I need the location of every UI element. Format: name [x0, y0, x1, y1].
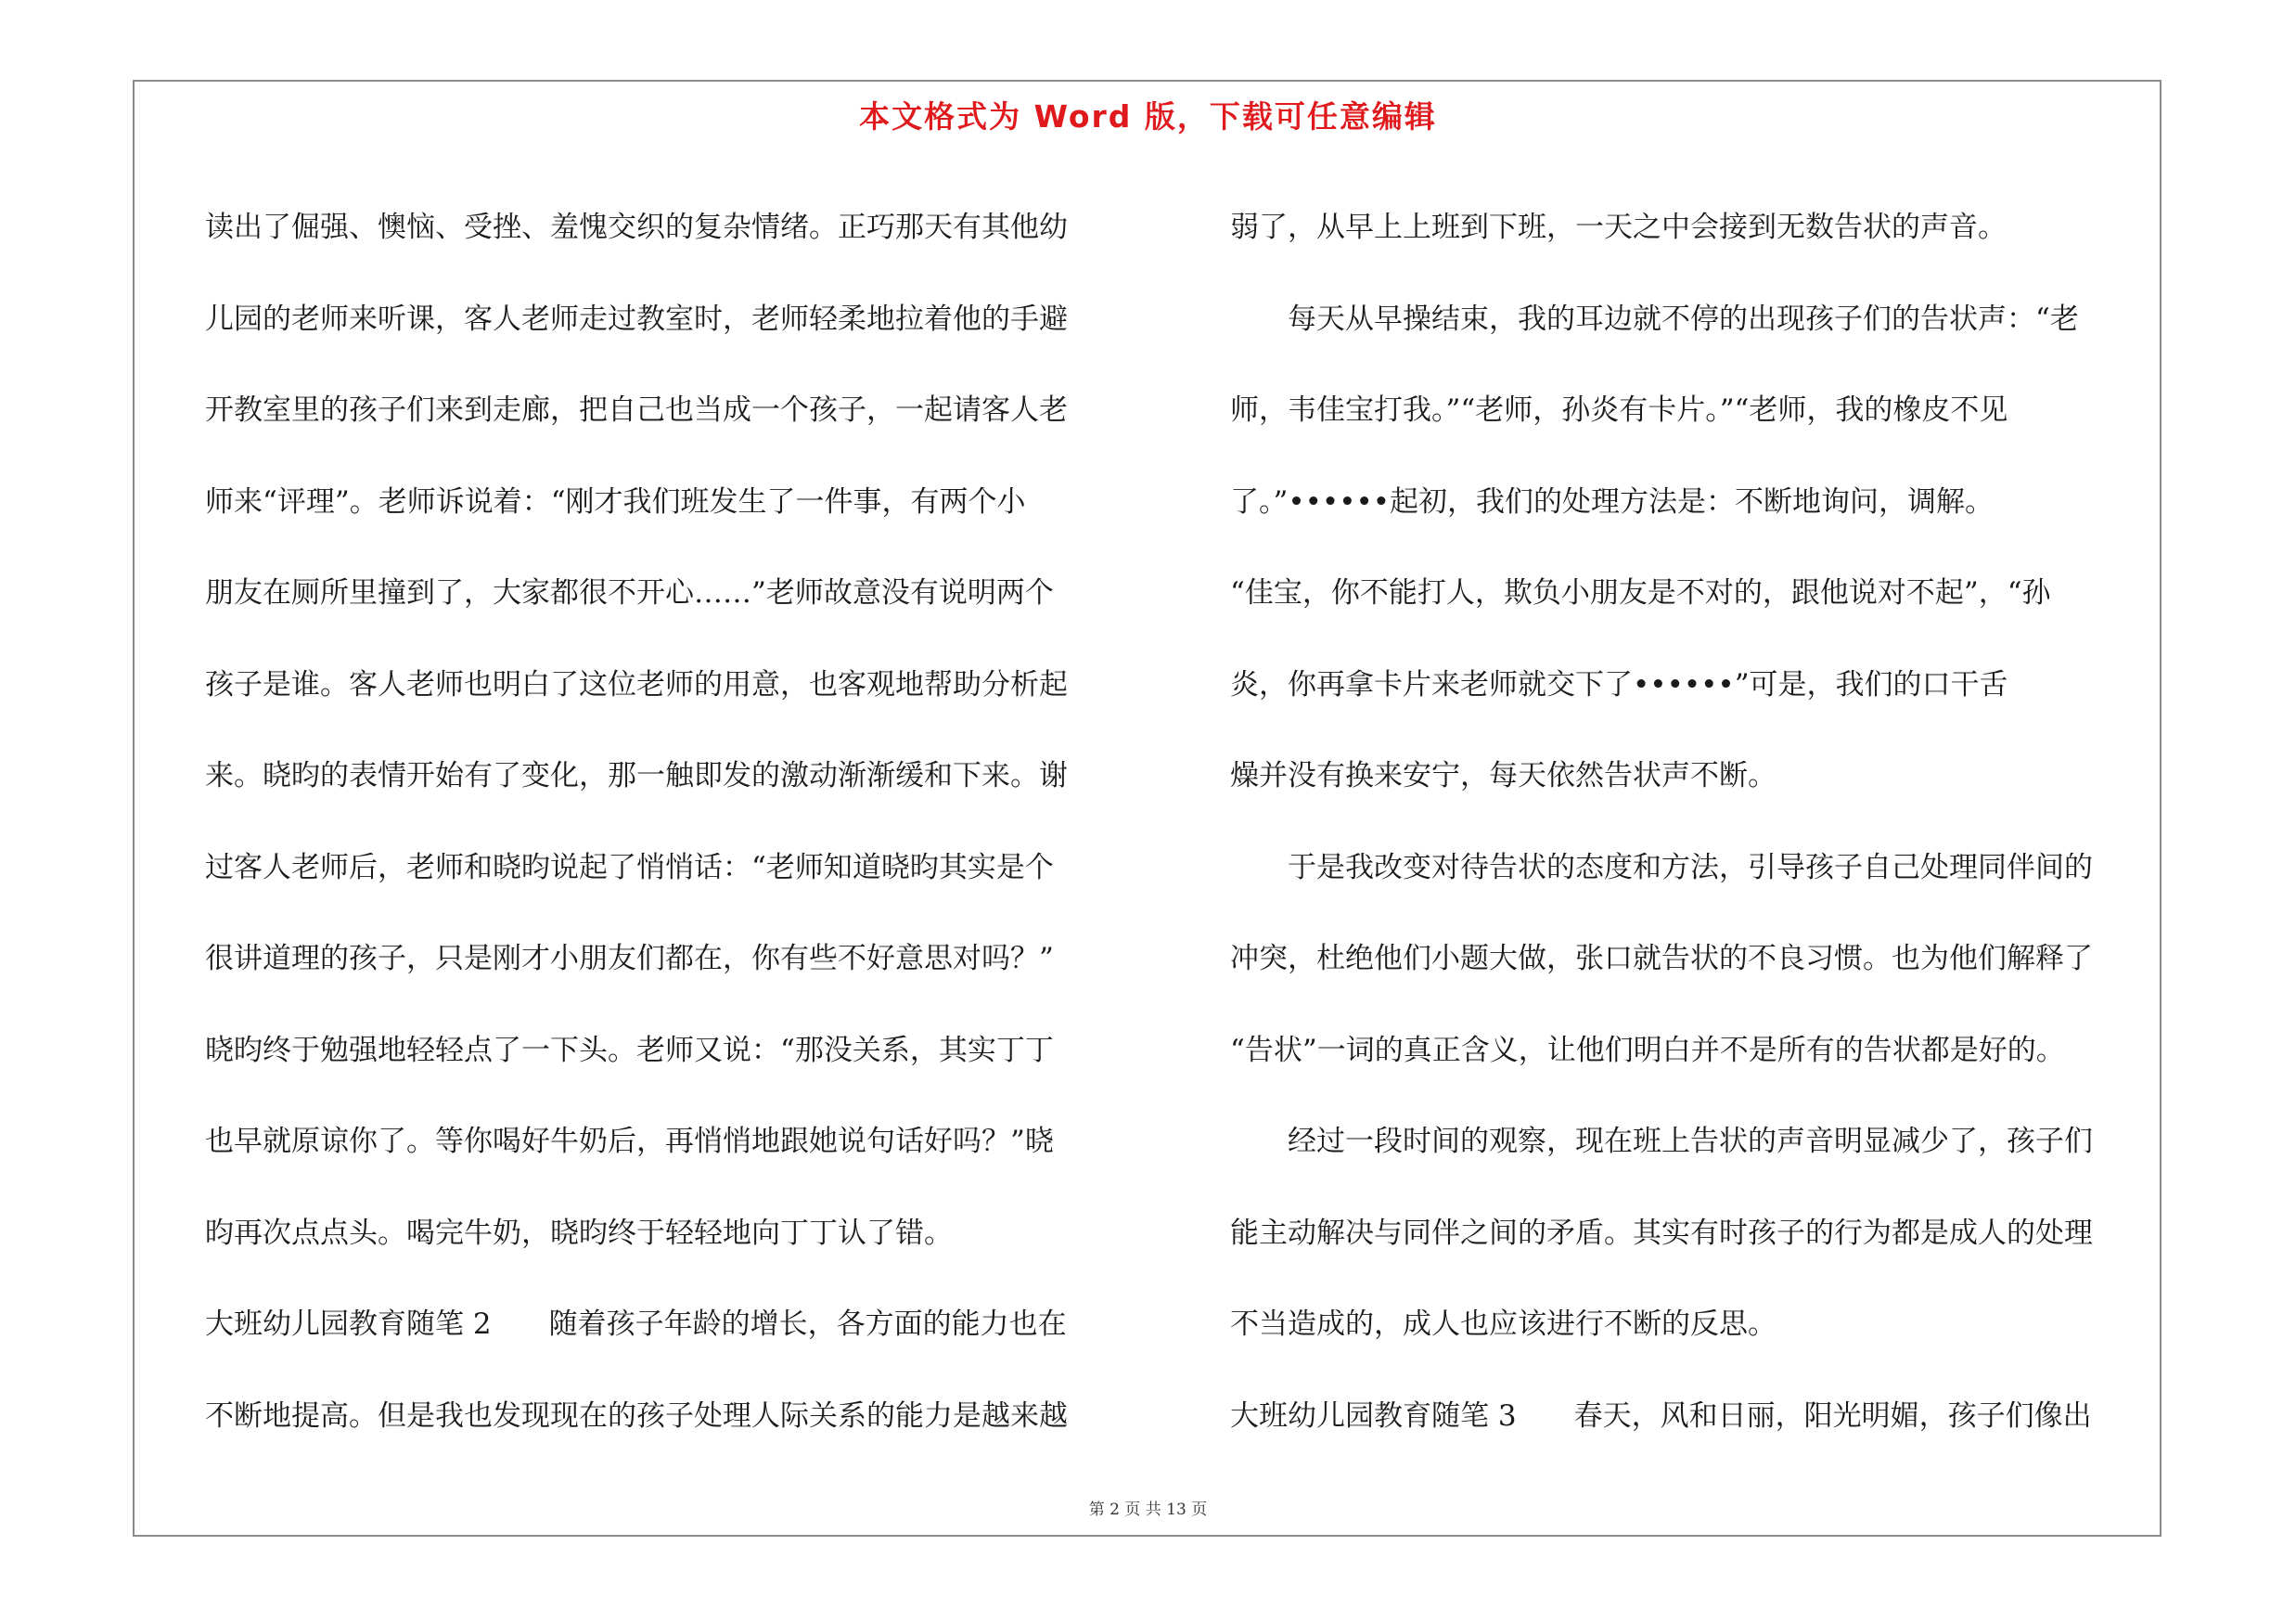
text-line: 弱了，从早上上班到下班，一天之中会接到无数告状的声音。 [1230, 211, 2007, 244]
text-line: 昀再次点点头。喝完牛奶，晓昀终于轻轻地向丁丁认了错。 [205, 1216, 953, 1250]
text-line: 晓昀终于勉强地轻轻点了一下头。老师又说：“那没关系，其实丁丁 [205, 1033, 1054, 1067]
text-line: 师来“评理”。老师诉说着：“刚才我们班发生了一件事，有两个小 [205, 484, 1026, 519]
text-line: 冲突，杜绝他们小题大做，张口就告状的不良习惯。也为他们解释了 [1230, 942, 2093, 975]
text-line: 燥并没有换来安宁，每天依然告状声不断。 [1230, 759, 1777, 792]
text-line: 孩子是谁。客人老师也明白了这位老师的用意，也客观地帮助分析起 [205, 667, 1068, 702]
text-line: 开教室里的孩子们来到走廊，把自己也当成一个孩子，一起请客人老 [205, 393, 1068, 427]
text-line: 儿园的老师来听课，客人老师走过教室时，老师轻柔地拉着他的手避 [205, 302, 1068, 336]
text-line: 过客人老师后，老师和晓昀说起了悄悄话：“老师知道晓昀其实是个 [205, 850, 1054, 884]
text-line: “佳宝，你不能打人，欺负小朋友是不对的，跟他说对不起”，“孙 [1230, 576, 2051, 610]
text-line: 每天从早操结束，我的耳边就不停的出现孩子们的告状声：“老 [1230, 302, 2079, 336]
page-number: 第 2 页 共 13 页 [1088, 1501, 1208, 1519]
text-line: 经过一段时间的观察，现在班上告状的声音明显减少了，孩子们 [1230, 1125, 2093, 1158]
text-line: 于是我改变对待告状的态度和方法，引导孩子自己处理同伴间的 [1230, 850, 2093, 884]
text-line: 来。晓昀的表情开始有了变化，那一触即发的激动渐渐缓和下来。谢 [205, 759, 1068, 792]
text-line: 大班幼儿园教育随笔 2 随着孩子年龄的增长，各方面的能力也在 [205, 1307, 1067, 1341]
text-line: 很讲道理的孩子，只是刚才小朋友们都在，你有些不好意思对吗？” [205, 942, 1054, 975]
text-line: 师，韦佳宝打我。”“老师，孙炎有卡片。”“老师，我的橡皮不见 [1230, 393, 2008, 427]
text-line: 能主动解决与同伴之间的矛盾。其实有时孩子的行为都是成人的处理 [1230, 1216, 2093, 1250]
text-line: 也早就原谅你了。等你喝好牛奶后，再悄悄地跟她说句话好吗？”晓 [205, 1125, 1054, 1158]
left-column [205, 182, 1133, 1462]
right-column [1230, 182, 2158, 1462]
text-line: 炎，你再拿卡片来老师就交下了••••••”可是，我们的口干舌 [1230, 667, 2008, 702]
text-line: 不当造成的，成人也应该进行不断的反思。 [1230, 1307, 1777, 1341]
text-line: 大班幼儿园教育随笔 3 春天，风和日丽，阳光明媚，孩子们像出 [1230, 1398, 2092, 1433]
format-banner: 本文格式为 Word 版，下载可任意编辑 [859, 98, 1437, 135]
text-line: 不断地提高。但是我也发现现在的孩子处理人际关系的能力是越来越 [205, 1398, 1068, 1433]
text-line: 了。”••••••起初，我们的处理方法是：不断地询问，调解。 [1230, 484, 1995, 519]
text-line: 读出了倔强、懊恼、受挫、羞愧交织的复杂情绪。正巧那天有其他幼 [205, 211, 1068, 244]
text-line: “告状”一词的真正含义，让他们明白并不是所有的告状都是好的。 [1230, 1033, 2065, 1067]
text-line: 朋友在厕所里撞到了，大家都很不开心……”老师故意没有说明两个 [205, 576, 1054, 610]
